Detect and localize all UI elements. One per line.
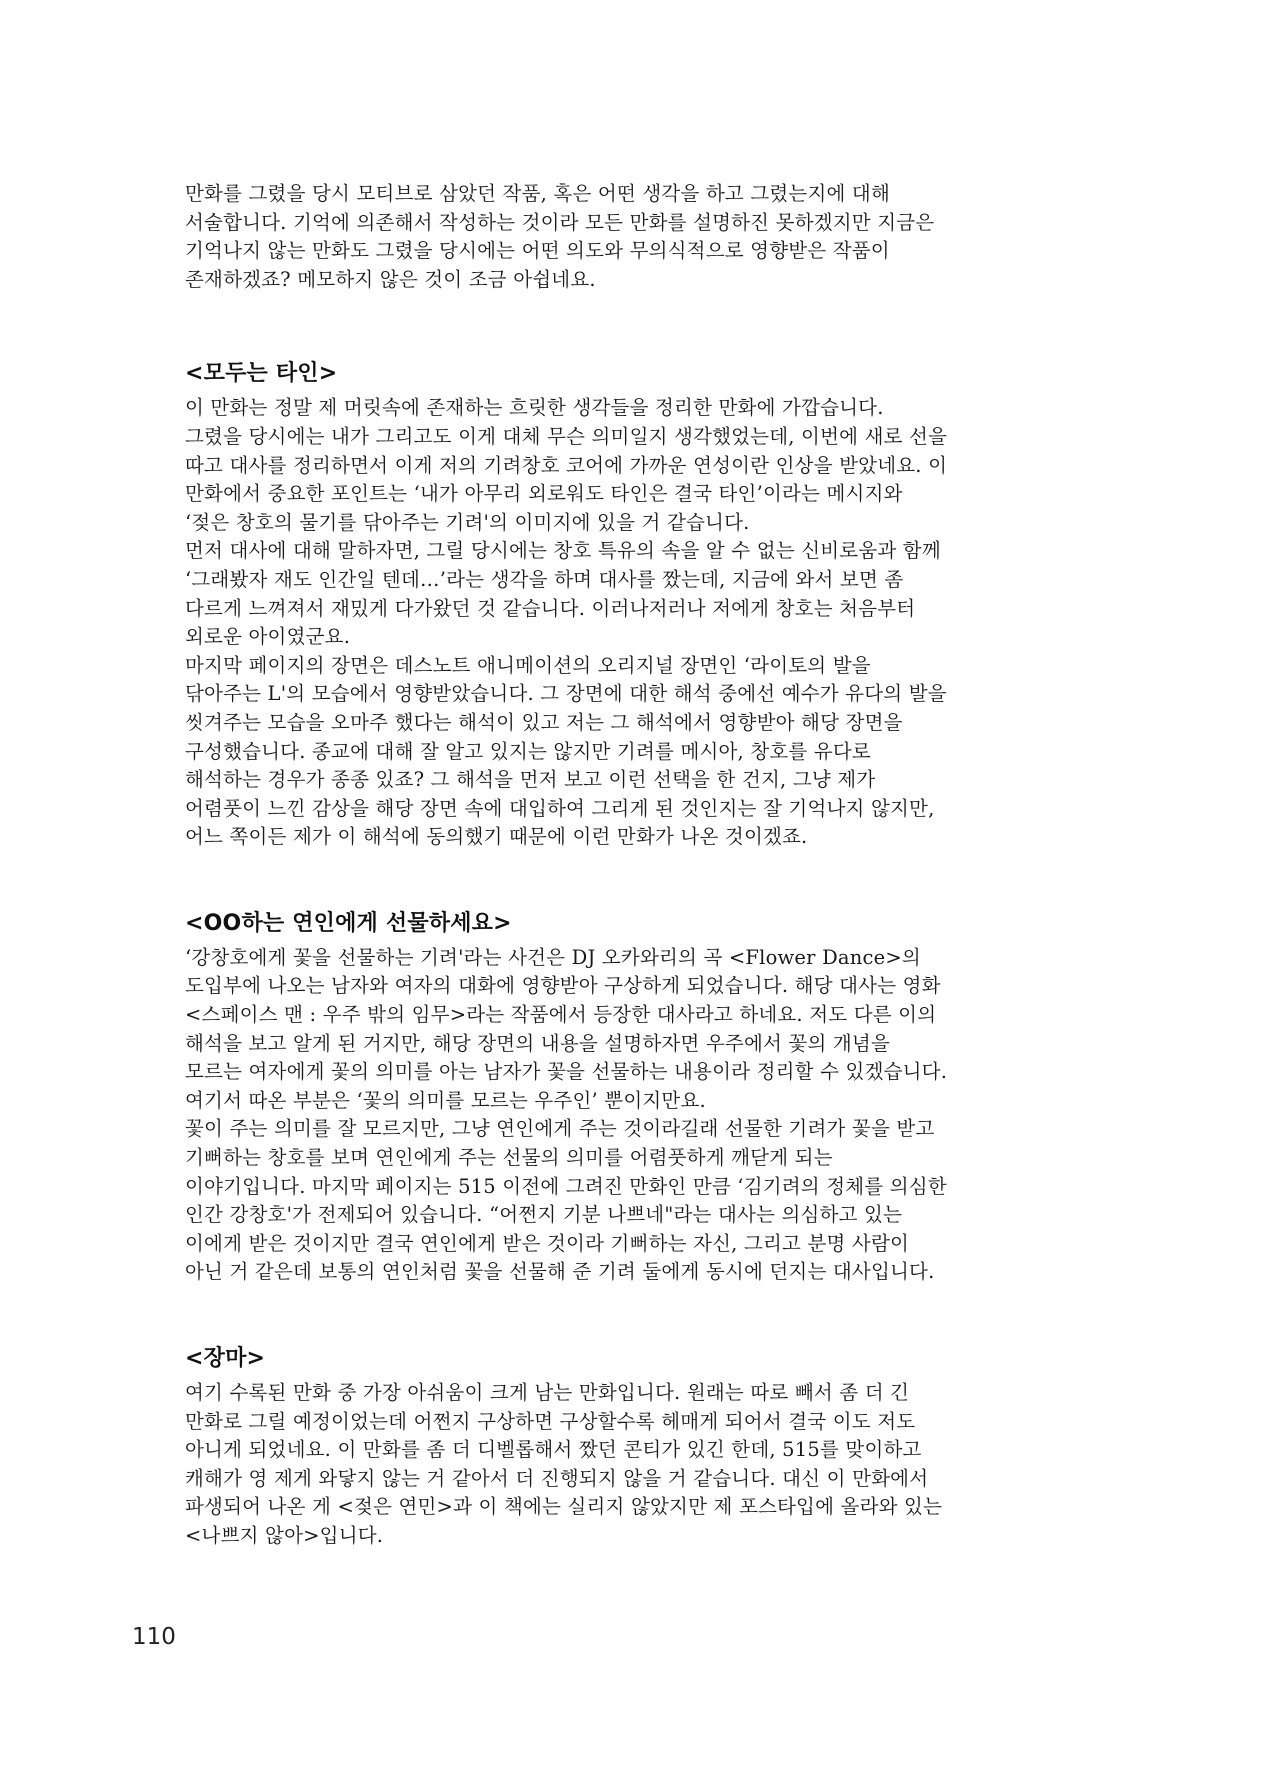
section-heading: <모두는 타인>: [185, 361, 338, 387]
text-line: 여기서 따온 부분은 ‘꽃의 의미를 모르는 우주인’ 뿐이지만요.: [185, 1088, 706, 1112]
text-line: 모르는 여자에게 꽃의 의미를 아는 남자가 꽃을 선물하는 내용이라 정리할 수 있겠습니다.: [185, 1060, 948, 1084]
text-line: ‘그래봤자 재도 인간일 텐데…’라는 생각을 하며 대사를 짰는데, 지금에 와서 보면 좀: [185, 567, 904, 591]
text-line: 다르게 느껴져서 재밌게 다가왔던 것 같습니다. 이러나저러나 저에게 창호는 처음부터: [185, 596, 916, 620]
text-line: 파생되어 나온 게 <젖은 연민>과 이 책에는 실리지 않았지만 제 포스타입에 올라와 있는: [185, 1495, 943, 1519]
text-line: 만화로 그릴 예정이었는데 어쩐지 구상하면 구상할수록 헤매게 되어서 결국 이도 저도: [185, 1409, 916, 1433]
text-line: 인간 강창호'가 전제되어 있습니다. “어쩐지 기분 나쁘네"라는 대사는 의심하고 있는: [185, 1203, 903, 1227]
section-gift-to-lover: [185, 908, 1075, 1287]
text-line: 아닌 거 같은데 보통의 연인처럼 꽃을 선물해 준 기려 둘에게 동시에 던지는 대사입니다.: [185, 1260, 935, 1284]
text-line: 어느 쪽이든 제가 이 해석에 동의했기 때문에 이런 만화가 나온 것이겠죠.: [185, 825, 808, 849]
text-line: 이야기입니다. 마지막 페이지는 515 이전에 그려진 만화인 만큼 ‘김기려의 정체를 의심한: [185, 1174, 947, 1198]
text-line: 어렴풋이 느낀 감상을 해당 장면 속에 대입하여 그리게 된 것인지는 잘 기억나지 않지만,: [185, 796, 935, 820]
text-line: 닦아주는 L'의 모습에서 영향받았습니다. 그 장면에 대한 해석 중에선 예수가 유다의 발을: [185, 682, 947, 706]
section-everyone-is-a-stranger: [185, 358, 1075, 852]
text-line: 외로운 아이였군요.: [185, 625, 351, 649]
text-line: 만화에서 중요한 포인트는 ‘내가 아무리 외로워도 타인은 결국 타인’이라는 메시지와: [185, 482, 903, 506]
text-line: 먼저 대사에 대해 말하자면, 그릴 당시에는 창호 특유의 속을 알 수 없는 신비로움과 함께: [185, 539, 941, 563]
section-monsoon: [185, 1343, 1075, 1551]
section-heading: <OO하는 연인에게 선물하세요>: [185, 910, 512, 936]
text-line: 그렸을 당시에는 내가 그리고도 이게 대체 무슨 의미일지 생각했었는데, 이번에 새로 선을: [185, 424, 948, 448]
text-line: 기억나지 않는 만화도 그렸을 당시에는 어떤 의도와 무의식적으로 영향받은 작품이: [185, 239, 890, 263]
intro-paragraph: [185, 180, 1075, 294]
text-line: ‘강창호에게 꽃을 선물하는 기려'라는 사건은 DJ 오카와리의 곡 <Flower Dance>의: [185, 945, 921, 969]
text-line: <나쁘지 않아>입니다.: [185, 1523, 384, 1547]
text-line: 이 만화는 정말 제 머릿속에 존재하는 흐릿한 생각들을 정리한 만화에 가깝습니다.: [185, 396, 884, 420]
text-line: 서술합니다. 기억에 의존해서 작성하는 것이라 모든 만화를 설명하진 못하겠지만 지금은: [185, 210, 935, 234]
section-body: [185, 394, 1075, 852]
text-line: 해석하는 경우가 종종 있죠? 그 해석을 먼저 보고 이런 선택을 한 건지, 그냥 제가: [185, 768, 876, 792]
text-line: <스페이스 맨 : 우주 밖의 임무>라는 작품에서 등장한 대사라고 하네요. 저도 다른 이의: [185, 1003, 937, 1027]
text-line: 이에게 받은 것이지만 결국 연인에게 받은 것이라 기뻐하는 자신, 그리고 분명 사람이: [185, 1231, 910, 1255]
text-line: 만화를 그렸을 당시 모티브로 삼았던 작품, 혹은 어떤 생각을 하고 그렸는지에 대해: [185, 182, 891, 205]
text-line: 존재하겠죠? 메모하지 않은 것이 조금 아쉽네요.: [185, 267, 596, 291]
section-body: [185, 1379, 1075, 1551]
page-number: 110: [132, 1624, 176, 1650]
text-line: 여기 수록된 만화 중 가장 아쉬움이 크게 남는 만화입니다. 원래는 따로 빼서 좀 더 긴: [185, 1381, 910, 1404]
text-line: 아니게 되었네요. 이 만화를 좀 더 디벨롭해서 짰던 콘티가 있긴 한데, 515를 맞이하고: [185, 1438, 922, 1462]
section-heading: <장마>: [185, 1346, 266, 1371]
text-line: 해석을 보고 알게 된 거지만, 해당 장면의 내용을 설명하자면 우주에서 꽃의 개념을: [185, 1031, 891, 1055]
text-line: 도입부에 나오는 남자와 여자의 대화에 영향받아 구상하게 되었습니다. 해당 대사는 영화: [185, 974, 941, 998]
text-line: 기뻐하는 창호를 보며 연인에게 주는 선물의 의미를 어렴풋하게 깨닫게 되는: [185, 1146, 833, 1170]
text-line: ‘젖은 창호의 물기를 닦아주는 기려'의 이미지에 있을 거 같습니다.: [185, 510, 750, 534]
text-line: 따고 대사를 정리하면서 이게 저의 기려창호 코어에 가까운 연성이란 인상을 받았네요. 이: [185, 453, 948, 477]
section-body: [185, 944, 1075, 1287]
text-line: 씻겨주는 모습을 오마주 했다는 해석이 있고 저는 그 해석에서 영향받아 해당 장면을: [185, 710, 903, 734]
text-line: 캐해가 영 제게 와닿지 않는 거 같아서 더 진행되지 않을 거 같습니다. 대신 이 만화에서: [185, 1466, 929, 1490]
text-line: 마지막 페이지의 장면은 데스노트 애니메이션의 오리지널 장면인 ‘라이토의 발을: [185, 653, 871, 677]
page-body: [185, 180, 1075, 1551]
text-line: 구성했습니다. 종교에 대해 잘 알고 있지는 않지만 기려를 메시아, 창호를 유다로: [185, 739, 871, 763]
text-line: 꽃이 주는 의미를 잘 모르지만, 그냥 연인에게 주는 것이라길래 선물한 기려가 꽃을 받고: [185, 1117, 935, 1141]
